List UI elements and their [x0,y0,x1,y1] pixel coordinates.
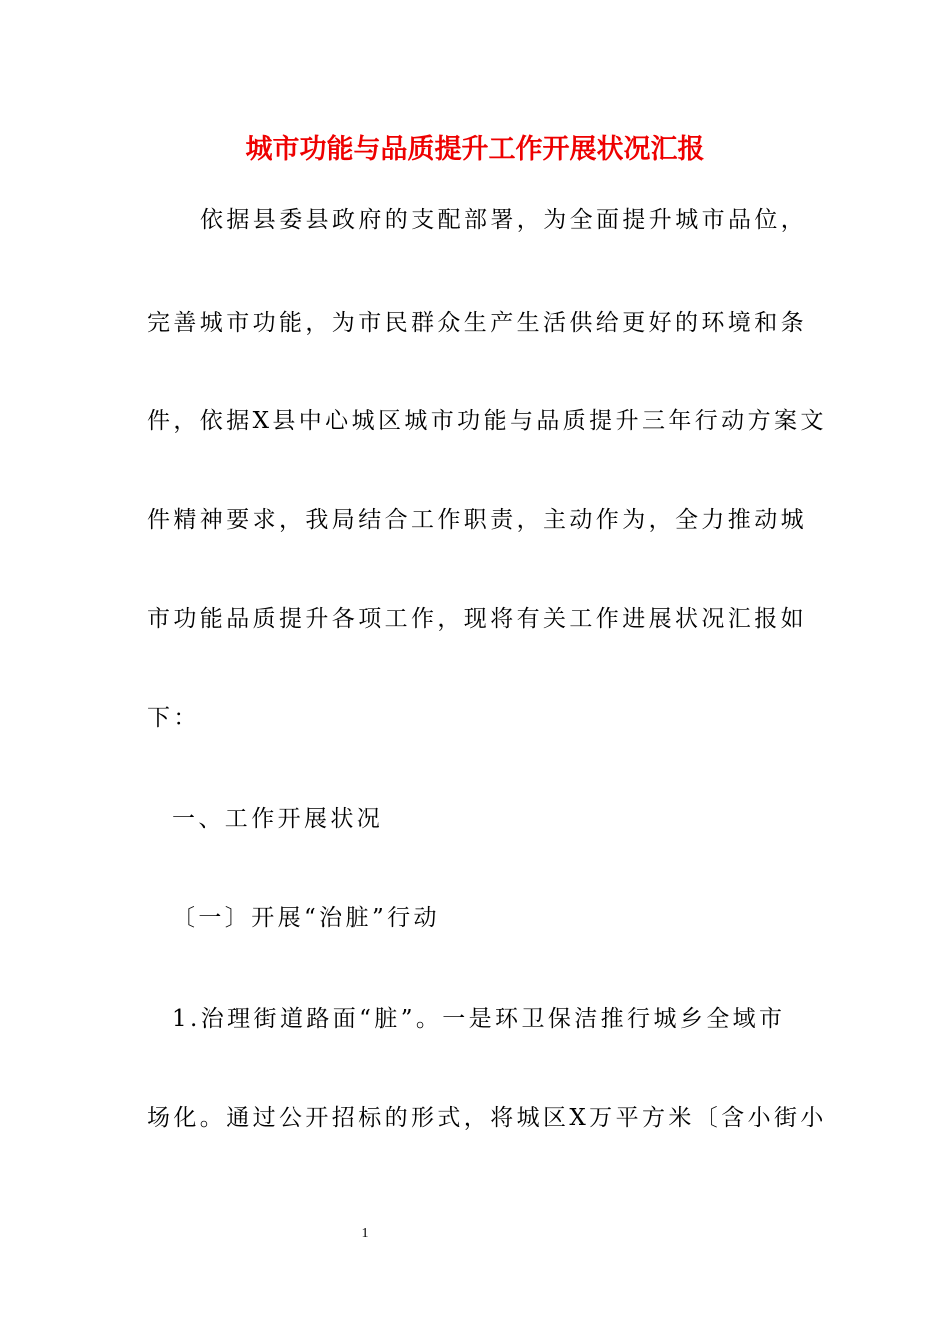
page-number: 1 [361,1226,369,1241]
paragraph-line: 依据县委县政府的支配部署，为全面提升城市品位， [200,207,808,233]
paragraph-line: 场化。通过公开招标的形式，将城区X万平方米〔含小街小 [147,1105,827,1131]
document-title-text: 城市功能与品质提升工作开展状况汇报 [244,130,707,170]
paragraph-line: 件精神要求，我局结合工作职责，主动作为，全力推动城 [147,507,807,533]
paragraph-line: 完善城市功能，为市民群众生产生活供给更好的环境和条 [147,310,807,336]
paragraph-line: 件，依据X县中心城区城市功能与品质提升三年行动方案文 [147,408,827,434]
subsection-heading: 〔一〕开展“治脏”行动 [172,905,440,931]
paragraph-line: 1.治理街道路面“脏”。一是环卫保洁推行城乡全域市 [172,1006,786,1032]
paragraph-line: 下： [147,705,200,731]
section-heading: 一、工作开展状况 [172,806,384,832]
paragraph-line: 市功能品质提升各项工作，现将有关工作进展状况汇报如 [147,606,807,632]
document-title [0,130,950,170]
